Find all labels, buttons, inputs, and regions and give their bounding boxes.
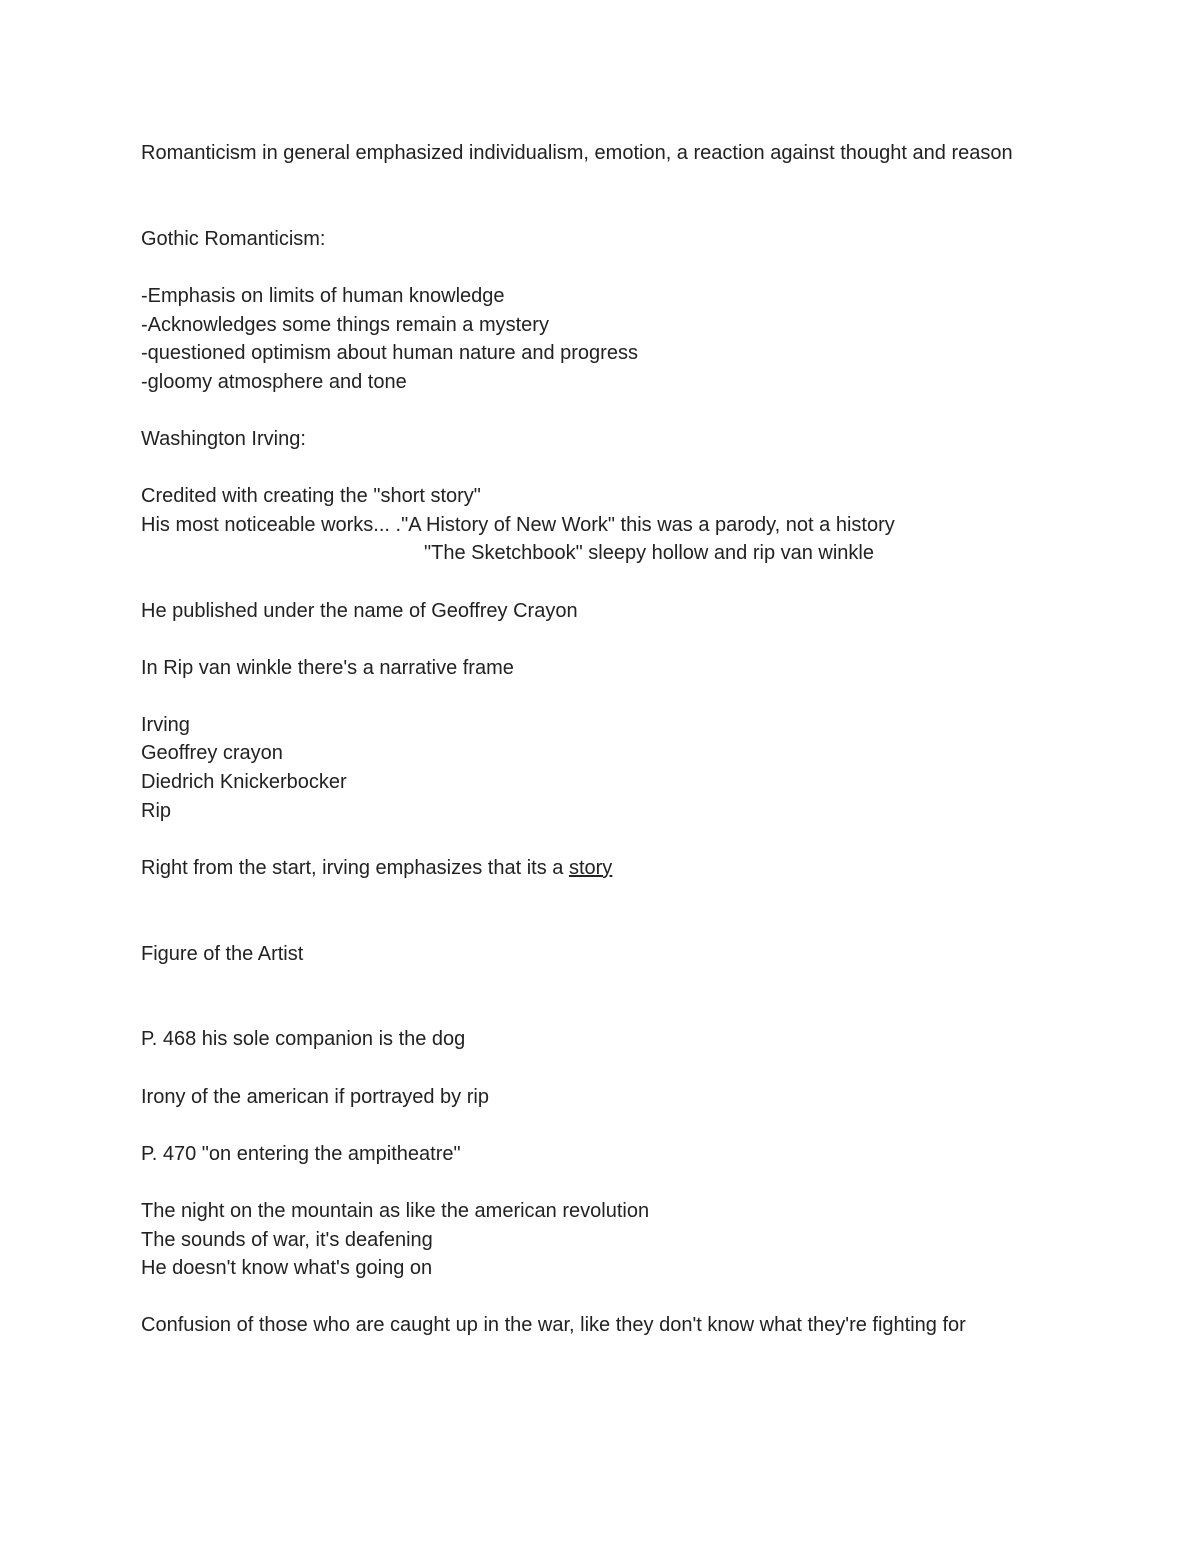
irving-heading: Washington Irving:	[141, 427, 306, 450]
irony-line: Irony of the american if portrayed by rip	[141, 1085, 489, 1108]
frame-name: Irving	[141, 713, 190, 736]
night-line: The night on the mountain as like the american revolution	[141, 1199, 650, 1222]
night-line: He doesn't know what's going on	[141, 1257, 433, 1280]
frame-name: Diedrich Knickerbocker	[141, 771, 347, 794]
document-body	[141, 139, 1061, 1340]
night-line: The sounds of war, it's deafening	[141, 1228, 433, 1251]
confusion-line: Confusion of those who are caught up in the war, like they don't know what they're fighting for	[141, 1314, 966, 1337]
figure-heading: Figure of the Artist	[141, 942, 304, 965]
gothic-heading: Gothic Romanticism:	[141, 227, 326, 250]
intro-paragraph: Romanticism in general emphasized individualism, emotion, a reaction against thought and reason	[141, 142, 1013, 164]
works-line-continued: "The Sketchbook" sleepy hollow and rip van winkle	[424, 542, 874, 565]
gothic-point: -Emphasis on limits of human knowledge	[141, 284, 505, 307]
narrative-frame-line: In Rip van winkle there's a narrative frame	[141, 656, 514, 679]
story-line	[141, 854, 1061, 883]
credited-line: Credited with creating the "short story"	[141, 485, 481, 508]
gothic-point: -gloomy atmosphere and tone	[141, 370, 407, 393]
frame-name: Geoffrey crayon	[141, 742, 283, 765]
story-line-text: Right from the start, irving emphasizes that its a	[141, 856, 569, 879]
gothic-point: -questioned optimism about human nature and progress	[141, 342, 638, 365]
story-underlined-word: story	[568, 856, 613, 879]
works-line: His most noticeable works... ."A History of New Work" this was a parody, not a history	[141, 513, 895, 536]
frame-name: Rip	[141, 799, 172, 822]
p470-line: P. 470 "on entering the ampitheatre"	[141, 1142, 461, 1165]
pseudonym-line: He published under the name of Geoffrey Crayon	[141, 599, 578, 622]
gothic-point: -Acknowledges some things remain a mystery	[141, 313, 549, 336]
p468-line: P. 468 his sole companion is the dog	[141, 1028, 466, 1051]
